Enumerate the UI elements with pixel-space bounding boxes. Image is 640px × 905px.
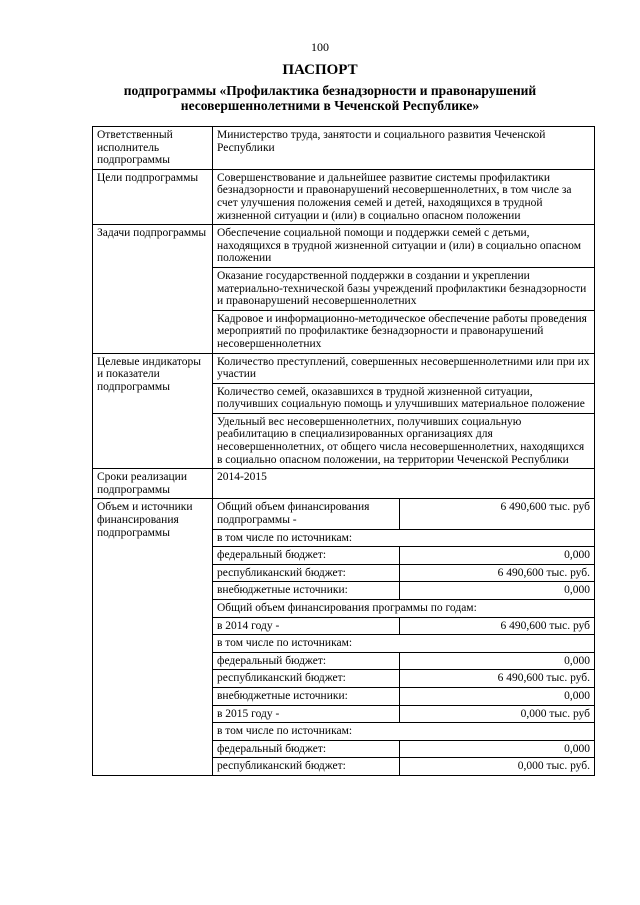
passport-table <box>92 126 595 776</box>
task-item: Оказание государственной поддержки в создании и укреплении материально-технической базы учреждений профилактики безнадзорности и правонарушений несовершеннолетних <box>213 267 595 310</box>
extra-label: внебюджетные источники: <box>213 582 400 600</box>
subtitle-line-1: подпрограммы «Профилактика безнадзорности и правонарушений <box>123 83 537 98</box>
y2015-republic-value: 0,000 тыс. руб. <box>400 758 595 776</box>
y2014-federal-value: 0,000 <box>400 652 595 670</box>
page-number: 100 <box>311 40 329 54</box>
funding-sources-caption: в том числе по источникам: <box>213 529 595 547</box>
row-indicators <box>93 353 595 383</box>
y2015-sources-caption: в том числе по источникам: <box>213 723 595 741</box>
by-years-caption: Общий объем финансирования программы по годам: <box>213 600 595 618</box>
goals-value: Совершенствование и дальнейшее развитие системы профилактики безнадзорности и правонарушений несовершеннолетних, в том числе за счет улучшения положения семей и детей, находящихся в трудной жизненной ситуации и (или) в социально опасном положении <box>213 169 595 224</box>
indicator-item: Удельный вес несовершеннолетних, получивших социальную реабилитацию в специализированных организациях для несовершеннолетних, от общего числа несовершеннолетних, находящихся в социально опасном положении, на территории Чеченской Республики <box>213 413 595 468</box>
row-tasks <box>93 225 595 268</box>
republic-label: республиканский бюджет: <box>213 564 400 582</box>
y2014-label: в 2014 году - <box>213 617 400 635</box>
y2015-republic-label: республиканский бюджет: <box>213 758 400 776</box>
row-funding-total <box>93 499 595 529</box>
terms-label: Сроки реализации подпрограммы <box>93 469 213 499</box>
responsible-label: Ответственный исполнитель подпрограммы <box>93 127 213 170</box>
row-responsible <box>93 127 595 170</box>
goals-label: Цели подпрограммы <box>93 169 213 224</box>
indicators-label: Целевые индикаторы и показатели подпрограммы <box>93 353 213 469</box>
task-item: Кадровое и информационно-методическое обеспечение работы проведения мероприятий по профилактике безнадзорности и правонарушений несовершеннолетних <box>213 310 595 353</box>
funding-label: Объем и источники финансирования подпрограммы <box>93 499 213 776</box>
y2014-extra-label: внебюджетные источники: <box>213 687 400 705</box>
federal-label: федеральный бюджет: <box>213 547 400 565</box>
document-title: ПАСПОРТ <box>282 62 358 78</box>
y2015-label: в 2015 году - <box>213 705 400 723</box>
terms-value: 2014-2015 <box>213 469 595 499</box>
indicator-item: Количество преступлений, совершенных несовершеннолетними или при их участии <box>213 353 595 383</box>
row-goals <box>93 169 595 224</box>
extra-value: 0,000 <box>400 582 595 600</box>
document-subtitle <box>80 83 580 113</box>
y2014-sources-caption: в том числе по источникам: <box>213 635 595 653</box>
funding-total-value: 6 490,600 тыс. руб <box>400 499 595 529</box>
funding-total-label: Общий объем финансирования подпрограммы - <box>213 499 400 529</box>
indicator-item: Количество семей, оказавшихся в трудной жизненной ситуации, получивших социальную помощь и улучшивших материальное положение <box>213 383 595 413</box>
responsible-value: Министерство труда, занятости и социального развития Чеченской Республики <box>213 127 595 170</box>
y2014-republic-label: республиканский бюджет: <box>213 670 400 688</box>
y2014-republic-value: 6 490,600 тыс. руб. <box>400 670 595 688</box>
y2015-federal-label: федеральный бюджет: <box>213 740 400 758</box>
task-item: Обеспечение социальной помощи и поддержки семей с детьми, находящихся в трудной жизненной ситуации и (или) в социально опасном положении <box>213 225 595 268</box>
tasks-label: Задачи подпрограммы <box>93 225 213 353</box>
subtitle-line-2: несовершеннолетними в Чеченской Республике» <box>180 98 480 113</box>
y2014-extra-value: 0,000 <box>400 687 595 705</box>
republic-value: 6 490,600 тыс. руб. <box>400 564 595 582</box>
y2014-value: 6 490,600 тыс. руб <box>400 617 595 635</box>
row-terms <box>93 469 595 499</box>
federal-value: 0,000 <box>400 547 595 565</box>
y2015-federal-value: 0,000 <box>400 740 595 758</box>
y2015-value: 0,000 тыс. руб <box>400 705 595 723</box>
y2014-federal-label: федеральный бюджет: <box>213 652 400 670</box>
